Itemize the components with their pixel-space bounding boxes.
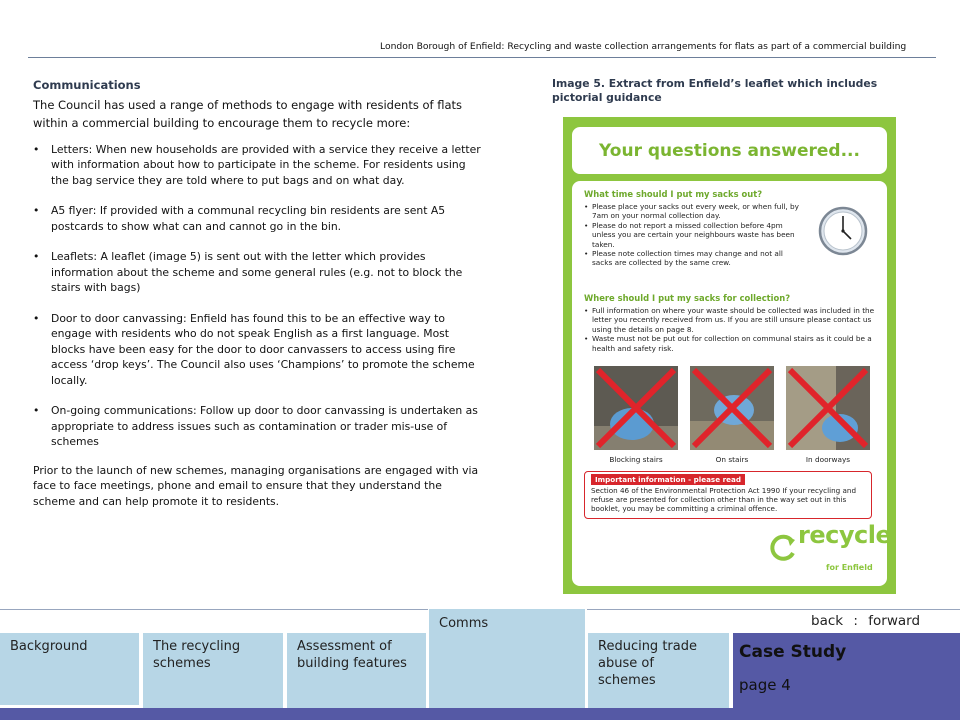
closing-paragraph: Prior to the launch of new schemes, managing organisations are engaged with via face to face meetings, phone and email to ensure that they understand the scheme and can help promote it to residents.: [33, 463, 479, 508]
list-item: [33, 311, 483, 389]
nav-divider: [587, 609, 960, 610]
tab-background[interactable]: [0, 633, 139, 705]
leaflet-question-1: What time should I put my sacks out?: [584, 189, 763, 199]
list-item: [33, 203, 483, 234]
case-study-title: Case Study: [739, 642, 847, 662]
tab-label: Assessment of building features: [297, 639, 407, 671]
bullet-icon: •: [33, 142, 40, 156]
bullet-icon: •: [33, 250, 40, 263]
list-item-text: On-going communications: Follow up door to door canvassing is undertaken as appropriate to address issues such as contamination or trader mis-use of schemes: [51, 404, 478, 448]
list-item: [33, 403, 483, 450]
intro-paragraph: The Council has used a range of methods to engage with residents of flats within a commercial building to encourage them to recycle more:: [33, 97, 463, 130]
tab-label: The recycling schemes: [153, 639, 241, 671]
list-item: • Please note collection times may change and not all sacks are collected by the same crew.: [584, 249, 804, 268]
doorway-photo: [786, 366, 870, 450]
logo-wordmark: recycle: [798, 521, 892, 549]
leaflet-body: [572, 181, 892, 586]
bullet-icon: •: [33, 311, 40, 325]
clock-icon: [818, 206, 868, 256]
list-item: [33, 249, 483, 296]
photo-caption: In doorways: [805, 455, 851, 464]
list-item: • Please place your sacks out every week, or when full, by 7am on your normal collection day.: [584, 202, 804, 221]
back-link[interactable]: back: [811, 613, 844, 629]
list-item-text: Letters: When new households are provided with a service they receive a letter with information about how to participate in the scheme. For residents using the bag service they are told where to put bags and on what day.: [51, 142, 481, 187]
recycle-logo: [768, 521, 892, 581]
communications-section: [33, 78, 483, 520]
nav-divider: [0, 609, 428, 610]
tab-label: Comms: [439, 616, 489, 631]
photo-strip: [594, 366, 874, 464]
header-divider: [28, 57, 936, 58]
image-caption: Image 5. Extract from Enfield’s leaflet which includes pictorial guidance: [552, 77, 878, 104]
leaflet-answer-list-2: [584, 306, 876, 353]
list-item: • Please do not report a missed collection before 4pm unless you are certain your neighbours waste has been taken.: [584, 221, 804, 249]
stairs-photo: [594, 366, 678, 450]
tab-reducing-trade-abuse[interactable]: [588, 633, 729, 708]
recycle-arrow-icon: [768, 533, 798, 563]
bullet-icon: •: [33, 404, 40, 417]
leaflet-image: [563, 117, 896, 594]
tab-recycling-schemes[interactable]: [143, 633, 283, 708]
back-forward-nav: [811, 613, 920, 629]
tab-label: Reducing trade abuse of schemes: [598, 639, 697, 688]
leaflet-title: Your questions answered...: [572, 127, 887, 174]
important-info-box: [584, 471, 872, 519]
tab-comms[interactable]: [429, 609, 585, 708]
info-text: Section 46 of the Environmental Protection Act 1990 If your recycling and refuse are presented for collection other than in the way set out in this booklet, you may be committing a criminal offence.: [591, 486, 857, 513]
list-item-text: A5 flyer: If provided with a communal recycling bin residents are sent A5 postcards to show what can and cannot go in the bin.: [51, 204, 446, 233]
list-item: • Waste must not be put out for collection on communal stairs as it could be a health and safety risk.: [584, 334, 876, 353]
tab-assessment[interactable]: [287, 633, 426, 708]
tab-label: Background: [10, 639, 88, 654]
stairs-photo: [690, 366, 774, 450]
info-heading: Important information - please read: [591, 474, 745, 485]
section-heading: Communications: [33, 78, 141, 92]
bullet-icon: •: [33, 204, 40, 217]
nav-separator: :: [853, 613, 858, 629]
page-indicator: page 4: [739, 676, 791, 694]
logo-subtitle: for Enfield: [826, 563, 873, 572]
leaflet-answer-list-1: [584, 202, 804, 268]
case-study-panel: [733, 633, 960, 708]
list-item-text: Leaflets: A leaflet (image 5) is sent out with the letter which provides information about the scheme and some general rules (e.g. not to block the stairs with bags): [51, 250, 463, 294]
list-item: [33, 142, 483, 189]
leaflet-page-number: 4: [574, 579, 578, 586]
list-item-text: Door to door canvassing: Enfield has found this to be an effective way to engage with residents who do not speak English as a first language. Most blocks have been easy for the door to door canvassers to access using fire access ‘drop keys’. The Council also uses ‘Champions’ to promote the scheme locally.: [51, 311, 475, 387]
footer-bar: [0, 708, 960, 720]
photo-caption: Blocking stairs: [609, 455, 663, 464]
document-header: London Borough of Enfield: Recycling and waste collection arrangements for flats as part of a commercial building: [380, 41, 907, 52]
leaflet-question-2: Where should I put my sacks for collection?: [584, 293, 791, 303]
forward-link[interactable]: forward: [868, 613, 921, 629]
list-item: • Full information on where your waste should be collected was included in the letter you recently received from us. If you are still unsure please contact us using the details on page 8.: [584, 306, 876, 334]
method-list: [33, 142, 483, 450]
photo-caption: On stairs: [715, 455, 749, 464]
